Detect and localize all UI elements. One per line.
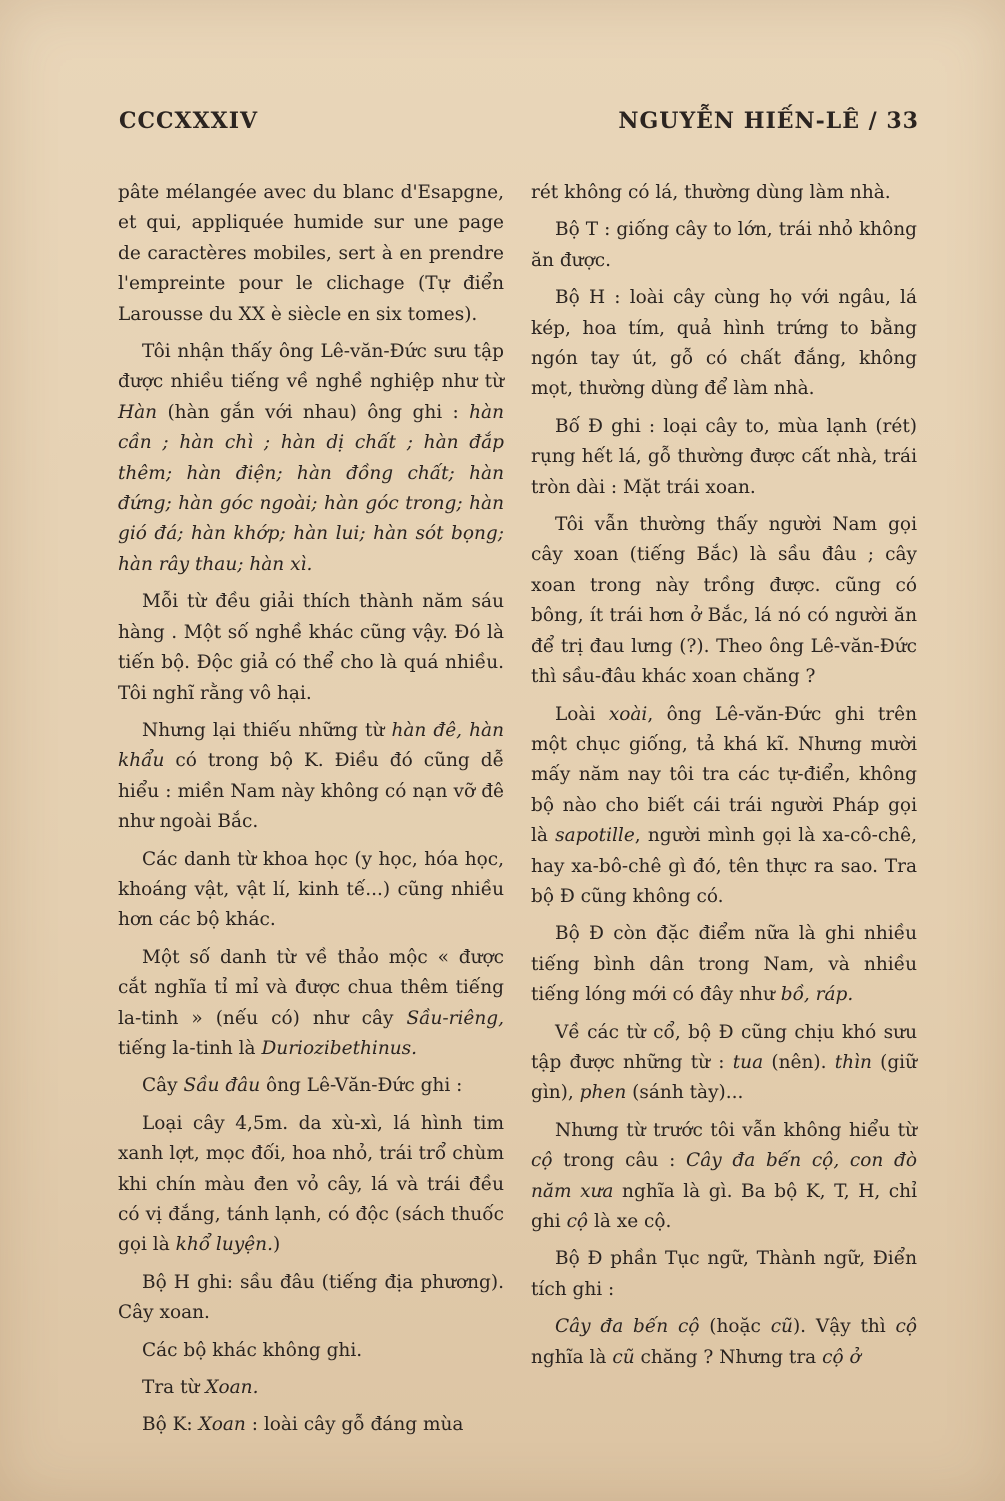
- paragraph: Các danh từ khoa học (y học, hóa học, khoáng vật, vật lí, kinh tế...) cũng nhiều hơn các bộ khác.: [118, 848, 504, 931]
- paragraph: Cây Sầu đâu ông Lê-Văn-Đức ghi :: [142, 1075, 463, 1097]
- paragraph: Loại cây 4,5m. da xù-xì, lá hình tim xanh lợt, mọc đối, hoa nhỏ, trái trổ chùm khi chín màu đen vỏ cây, lá và trái đều có vị đắng, tánh lạnh, có độc (sách thuốc gọi là khổ luyện.): [118, 1112, 504, 1256]
- paragraph: Loài xoài, ông Lê-văn-Đức ghi trên một chục giống, tả khá kĩ. Nhưng mười mấy năm nay tôi tra các tự-điển, không bộ nào cho biết cái trái người Pháp gọi là sapotille, người mình gọi là xa-cô-chê, hay xa-bô-chê gì đó, tên thực ra sao. Tra bộ Đ cũng không có.: [531, 703, 918, 907]
- left-column: [118, 178, 504, 1441]
- paragraph: Bộ Đ phần Tục ngữ, Thành ngữ, Điển tích ghi :: [531, 1248, 917, 1300]
- paragraph: Một số danh từ về thảo mộc « được cắt nghĩa tỉ mỉ và được chua thêm tiếng la-tinh » (nếu có) như cây Sầu-riêng, tiếng la-tinh là Duriozibethinus.: [118, 946, 504, 1059]
- paragraph: Tôi nhận thấy ông Lê-văn-Đức sưu tập được nhiều tiếng về nghề nghiệp như từ Hàn (hàn gắn với nhau) ông ghi : hàn cần ; hàn chì ; hàn dị chất ; hàn đắp thêm; hàn điện; hàn đồng chất; hàn đứng; hàn góc ngoài; hàn góc trong; hàn gió đá; hàn khớp; hàn lui; hàn sót bọng; hàn rây thau; hàn xì.: [118, 341, 504, 575]
- paragraph: Mỗi từ đều giải thích thành năm sáu hàng . Một số nghề khác cũng vậy. Đó là tiến bộ. Độc giả có thể cho là quá nhiều. Tôi nghĩ rằng vô hại.: [118, 591, 504, 704]
- paragraph: Về các từ cổ, bộ Đ cũng chịu khó sưu tập được những từ : tua (nên). thìn (giữ gìn), phen (sánh tày)...: [531, 1021, 917, 1104]
- paragraph: Tôi vẫn thường thấy người Nam gọi cây xoan (tiếng Bắc) là sầu đâu ; cây xoan trong này trồng được. cũng có bông, ít trái hơn ở Bắc, lá nó có người ăn để trị đau lưng (?). Theo ông Lê-văn-Đức thì sầu-đâu khác xoan chăng ?: [531, 514, 917, 688]
- paragraph: Bộ T : giống cây to lớn, trái nhỏ không ăn được.: [531, 219, 917, 271]
- page-roman-numeral: CCCXXXIV: [119, 108, 259, 134]
- paragraph: Nhưng từ trước tôi vẫn không hiểu từ cộ trong câu : Cây đa bến cộ, con đò năm xưa nghĩa là gì. Ba bộ K, T, H, chỉ ghi cộ là xe cộ.: [531, 1119, 918, 1232]
- paragraph: Bố Đ ghi : loại cây to, mùa lạnh (rét) rụng hết lá, gỗ thường được cất nhà, trái tròn dài : Mặt trái xoan.: [531, 415, 917, 498]
- paragraph: Bộ K: Xoan : loài cây gỗ đáng mùa: [142, 1414, 464, 1436]
- paragraph: Nhưng lại thiếu những từ hàn đê, hàn khẩu có trong bộ K. Điều đó cũng dễ hiểu : miền Nam này không có nạn vỡ đê như ngoài Bắc.: [118, 719, 504, 833]
- paragraph: Bộ H ghi: sầu đâu (tiếng địa phương). Cây xoan.: [118, 1271, 504, 1324]
- paragraph: Tra từ Xoan.: [142, 1377, 259, 1399]
- paragraph: Bộ H : loài cây cùng họ với ngâu, lá kép, hoa tím, quả hình trứng to bằng ngón tay út, gỗ có chất đắng, không mọt, thường dùng để làm nhà.: [531, 287, 917, 400]
- paragraph: Bộ Đ còn đặc điểm nữa là ghi nhiều tiếng bình dân trong Nam, và nhiều tiếng lóng mới có đây như bồ, ráp.: [531, 923, 917, 1006]
- running-header: NGUYỄN HIẾN-LÊ / 33: [618, 108, 919, 134]
- paragraph: rét không có lá, thường dùng làm nhà.: [531, 182, 891, 203]
- paragraph: Các bộ khác không ghi.: [142, 1339, 363, 1361]
- right-column: [531, 178, 917, 1373]
- paragraph: pâte mélangée avec du blanc d'Esapgne, et qui, appliquée humide sur une page de caractères mobiles, sert à en prendre l'empreinte pour le clichage (Tự điển Larousse du XX è siècle en six tomes).: [118, 182, 504, 325]
- paragraph: Cây đa bến cộ (hoặc cũ). Vậy thì cộ nghĩa là cũ chăng ? Nhưng tra cộ ở: [531, 1316, 917, 1368]
